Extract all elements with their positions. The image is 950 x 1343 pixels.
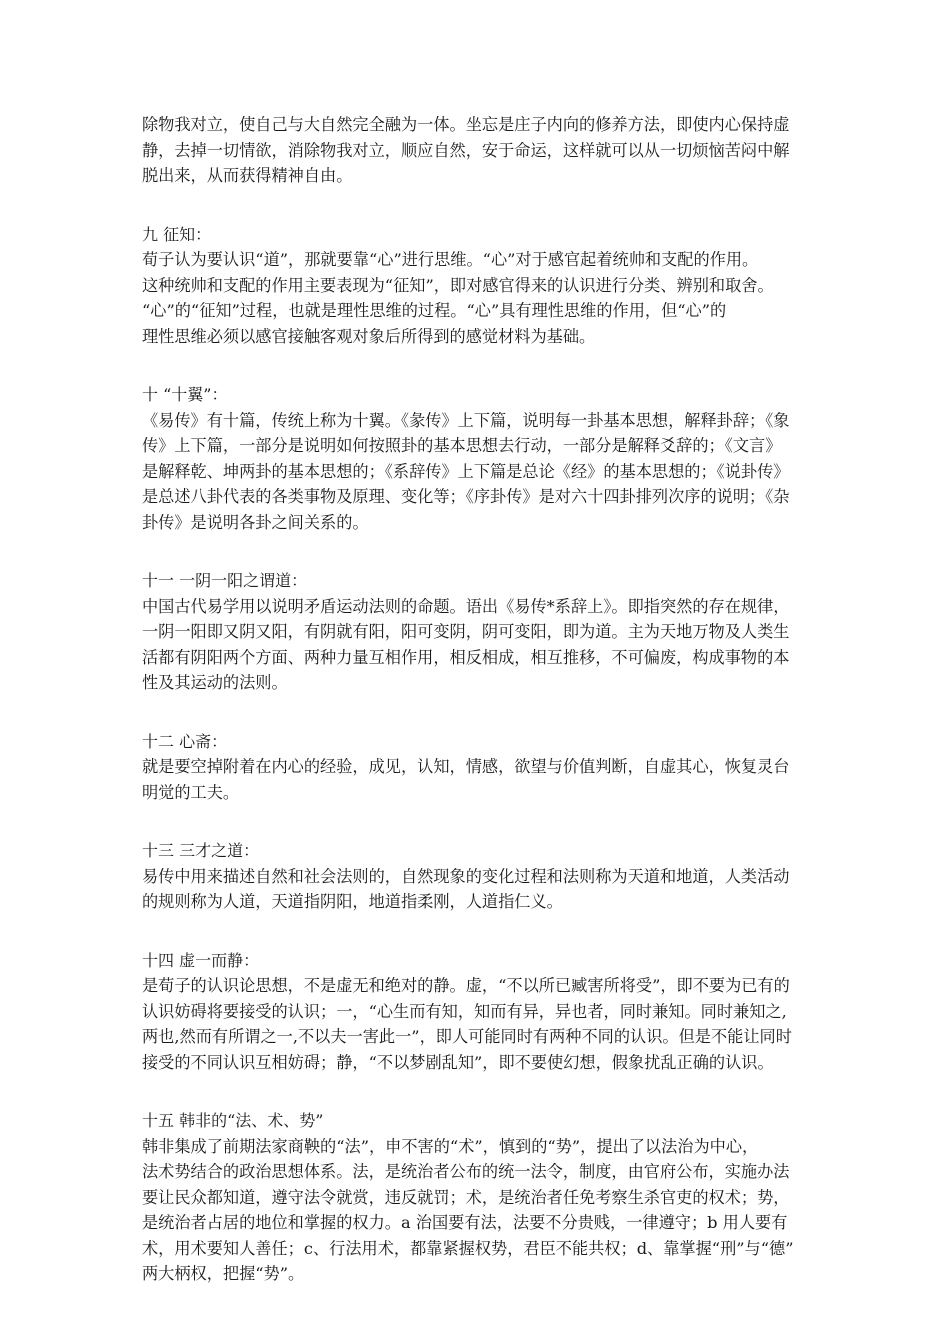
text-line: 法术势结合的政治思想体系。法，是统治者公布的统一法令，制度，由官府公布，实施办法 bbox=[142, 1162, 790, 1181]
text-line: 易传中用来描述自然和社会法则的，自然现象的变化过程和法则称为天道和地道，人类活动 bbox=[142, 866, 790, 886]
section-heading: 十二 心斋： bbox=[142, 731, 228, 751]
intro-paragraph bbox=[142, 112, 810, 189]
text-line: 一阴一阳即又阴又阳，有阴就有阳，阳可变阴，阴可变阳，即为道。主为天地万物及人类生 bbox=[142, 622, 790, 641]
text-line: 理性思维必须以感官接触客观对象后所得到的感觉材料为基础。 bbox=[142, 326, 596, 346]
text-line: 韩非集成了前期法家商鞅的“法”，申不害的“术”，慎到的“势”，提出了以法治为中心， bbox=[142, 1136, 759, 1156]
text-line: “心”的“征知”过程，也就是理性思维的过程。“心”具有理性思维的作用，但“心”的 bbox=[142, 301, 727, 320]
text-line: 两大柄权，把握“势”。 bbox=[142, 1264, 305, 1283]
text-line: 这种统帅和支配的作用主要表现为“征知”，即对感官得来的认识进行分类、辨别和取舍。 bbox=[142, 275, 774, 295]
text-line: 传》上下篇，一部分是说明如何按照卦的基本思想去行动，一部分是解释爻辞的；《文言》 bbox=[142, 436, 782, 455]
text-line: 的规则称为人道，天道指阴阳，地道指柔刚，人道指仁义。 bbox=[142, 892, 563, 911]
document-page bbox=[142, 112, 810, 1287]
text-line: 是荀子的认识论思想，不是虚无和绝对的静。虚，“不以所已臧害所将受”，即不要为已有的 bbox=[142, 976, 790, 995]
section-yin-yang-dao bbox=[142, 568, 810, 696]
section-xu-yi-jing bbox=[142, 948, 810, 1076]
section-heading: 九 征知： bbox=[142, 224, 212, 244]
text-line: 认识妨碍将要接受的认识；一，“心生而有知，知而有异，异也者，同时兼知。同时兼知之, bbox=[142, 1001, 787, 1021]
text-line: 性及其运动的法则。 bbox=[142, 673, 288, 692]
text-line: 活都有阴阳两个方面、两种力量互相作用，相反相成，相互推移，不可偏废，构成事物的本 bbox=[142, 647, 790, 667]
section-fa-shu-shi bbox=[142, 1108, 810, 1287]
text-line: 荀子认为要认识“道”，那就要靠“心”进行思维。“心”对于感官起着统帅和支配的作用。 bbox=[142, 250, 759, 269]
text-line: 两也,然而有所谓之一,不以夫一害此一”，即人可能同时有两种不同的认识。但是不能让同时 bbox=[142, 1027, 792, 1046]
text-line: 明觉的工夫。 bbox=[142, 782, 240, 802]
text-line: 术，用术要知人善任；c、行法用术，都靠紧握权势，君臣不能共权；d、靠掌握“刑”与“德” bbox=[142, 1238, 794, 1258]
section-heading: 十四 虚一而静： bbox=[142, 950, 260, 970]
section-shi-yi bbox=[142, 382, 810, 535]
section-xin-zhai bbox=[142, 729, 810, 806]
section-heading: 十 “十翼”： bbox=[142, 385, 228, 404]
text-line: 是解释乾、坤两卦的基本思想的；《系辞传》上下篇是总论《经》的基本思想的；《说卦传》 bbox=[142, 461, 790, 481]
text-line: 中国古代易学用以说明矛盾运动法则的命题。语出《易传*系辞上》。即指突然的存在规律， bbox=[142, 596, 790, 616]
section-heading: 十一 一阴一阳之谓道： bbox=[142, 571, 308, 590]
section-san-cai bbox=[142, 838, 810, 915]
text-line: 静，去掉一切情欲，消除物我对立，顺应自然，安于命运，这样就可以从一切烦恼苦闷中解 bbox=[142, 140, 790, 160]
text-line: 是统治者占居的地位和掌握的权力。a 治国要有法，法要不分贵贱，一律遵守；b 用人要有 bbox=[142, 1213, 788, 1232]
section-heading: 十五 韩非的“法、术、势” bbox=[142, 1111, 324, 1130]
text-line: 接受的不同认识互相妨碍；静，“不以梦剧乱知”，即不要使幻想，假象扰乱正确的认识。 bbox=[142, 1052, 774, 1072]
text-line: 就是要空掉附着在内心的经验，成见，认知，情感，欲望与价值判断，自虚其心，恢复灵台 bbox=[142, 757, 790, 776]
text-line: 是总述八卦代表的各类事物及原理、变化等；《序卦传》是对六十四卦排列次序的说明；《杂 bbox=[142, 487, 790, 506]
section-heading: 十三 三才之道： bbox=[142, 841, 260, 860]
text-line: 除物我对立，使自己与大自然完全融为一体。坐忘是庄子内向的修养方法，即使内心保持虚 bbox=[142, 115, 790, 134]
text-line: 《易传》有十篇，传统上称为十翼。《彖传》上下篇，说明每一卦基本思想，解释卦辞；《象 bbox=[142, 410, 790, 430]
section-zheng-zhi bbox=[142, 222, 810, 350]
text-line: 卦传》是说明各卦之间关系的。 bbox=[142, 512, 369, 532]
text-line: 要让民众都知道，遵守法令就赏，违反就罚；术，是统治者任免考察生杀官吏的权术；势， bbox=[142, 1187, 790, 1207]
text-line: 脱出来，从而获得精神自由。 bbox=[142, 166, 353, 185]
